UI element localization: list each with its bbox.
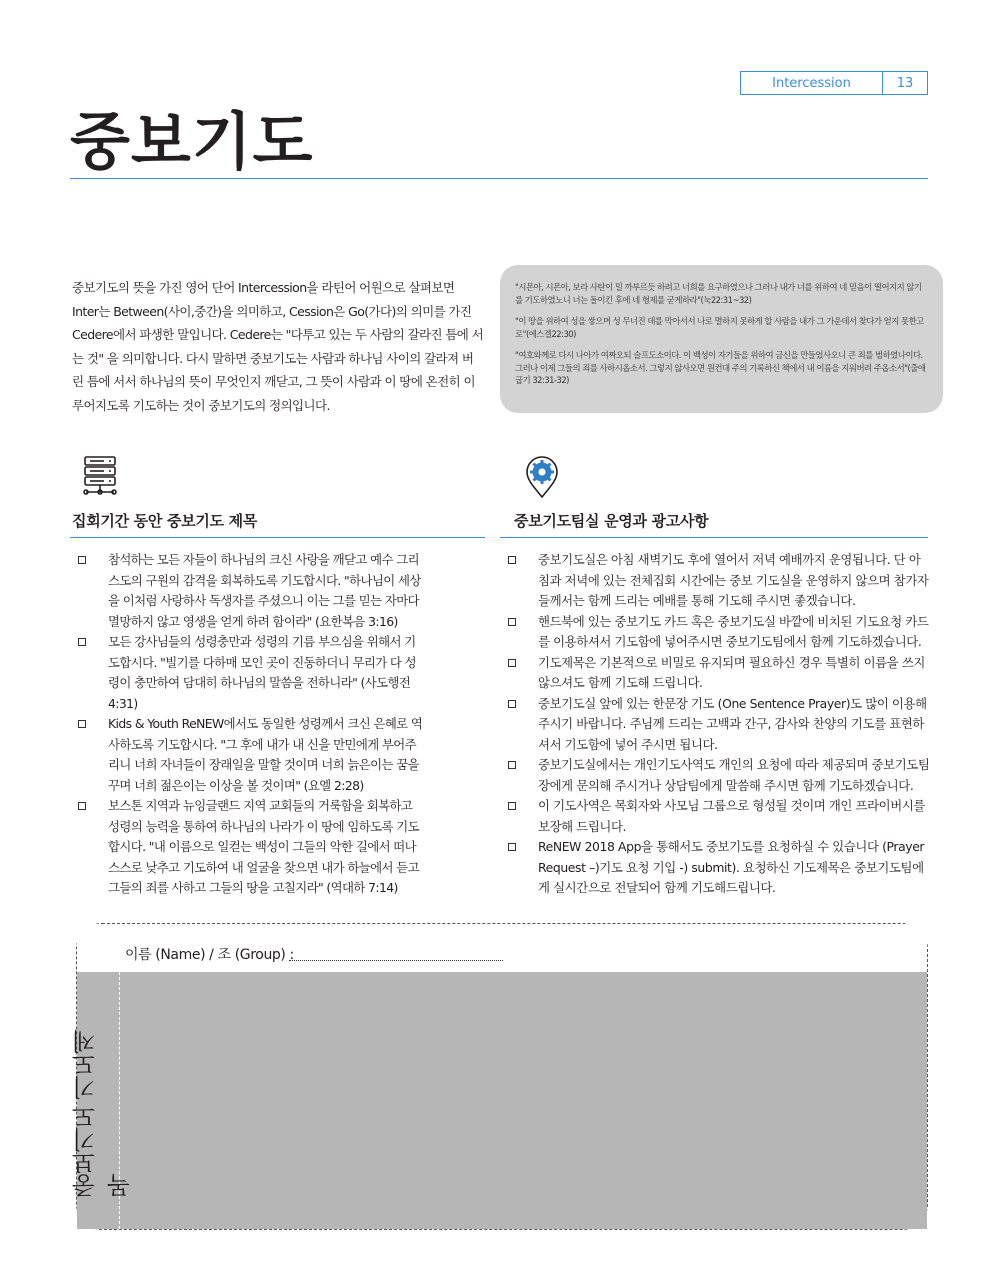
list-item: 핸드북에 있는 중보기도 카드 혹은 중보기도실 바깥에 비치된 기도요청 카드를 이용하셔서 기도함에 넣어주시면 중보기도팀에서 함께 기도하겠습니다. (508, 612, 930, 653)
name-group-field[interactable] (289, 960, 503, 961)
gear-location-pin-icon (524, 455, 560, 499)
page-title: 중보기도 (70, 105, 314, 178)
checkbox-square-icon (508, 556, 516, 564)
checkbox-square-icon (508, 659, 516, 667)
list-item: 보스톤 지역과 뉴잉글랜드 지역 교회들의 거룩함을 회복하고 성령의 능력을 통하여 하나님의 나라가 이 땅에 임하도록 기도합시다. "내 이름으로 일컫는 백성이 그들의 악한 길에서 떠나 스스로 낮추고 기도하여 내 얼굴을 찾으면 내가 하늘에서 듣고 그들의 죄를 사하고 그들의 땅을 고칠지라" (역대하 7:14) (78, 796, 426, 899)
card-vertical-title (90, 1008, 116, 1198)
title-divider (70, 178, 928, 179)
scripture-quote: "이 땅을 위하여 성을 쌓으며 성 무너진 데를 막아서서 나로 멸하지 못하게 할 사람을 내가 그 가운데서 찾다가 얻지 못한고로"(에스겔22:30) (515, 316, 924, 339)
list-item: 중보기도실 앞에 있는 한문장 기도 (One Sentence Prayer)도 많이 이용해 주시기 바랍니다. 주님께 드리는 고백과 간구, 감사와 찬양의 기도를 표현하셔서 기도함에 넣어 주시면 됩니다. (508, 694, 930, 756)
scripture-quote-box (500, 265, 943, 413)
checkbox-square-icon (78, 720, 86, 728)
prayer-request-area[interactable] (77, 972, 927, 1229)
left-section-title: 집회기간 동안 중보기도 제목 (72, 512, 258, 530)
page-header-box (740, 71, 928, 95)
list-item: Kids & Youth ReNEW에서도 동일한 성령께서 크신 은혜로 역사하도록 기도합시다. "그 후에 내가 내 신을 만민에게 부어주리니 너희 자녀들이 장래일을 말할 것이며 너희 늙은이는 꿈을 꾸며 너희 젊은이는 이상을 볼 것이며" (요엘 2:28) (78, 714, 426, 796)
checkbox-square-icon (508, 843, 516, 851)
page-number: 13 (882, 72, 927, 94)
scripture-quote: "여호와께로 다시 나아가 여짜오되 슬프도소이다. 이 백성이 자기들을 위하여 금신을 만들었사오니 큰 죄를 범하였나이다. 그러나 이제 그들의 죄를 사하시옵소서. 그렇지 않사오면 원컨대 주의 기록하신 책에서 내 이름을 지워버려 주옵소서"(출애굽기 32:31-32) (515, 350, 926, 385)
right-section-divider (500, 537, 928, 538)
server-network-icon (82, 455, 118, 497)
left-section-divider (70, 537, 485, 538)
list-item: 중보기도실은 아침 새벽기도 후에 열어서 저녁 예배까지 운영됩니다. 단 아침과 저녁에 있는 전체집회 시간에는 중보 기도실을 운영하지 않으며 참가자들께서는 함께 드리는 예배를 통해 기도해 주시면 좋겠습니다. (508, 550, 930, 612)
checkbox-square-icon (78, 556, 86, 564)
list-item: 참석하는 모든 자들이 하나님의 크신 사랑을 깨닫고 예수 그리스도의 구원의 감격을 회복하도록 기도합시다. "하나님이 세상을 이처럼 사랑하사 독생자를 주셨으니 이는 그를 믿는 자마다 멸망하지 않고 영생을 얻게 하려 함이라" (요한복음 3:16) (78, 550, 426, 632)
checkbox-square-icon (508, 700, 516, 708)
form-name-row (77, 924, 927, 972)
checkbox-square-icon (508, 618, 516, 626)
right-section-title: 중보기도팀실 운영과 광고사항 (514, 512, 709, 530)
prayer-room-notices-list (508, 550, 930, 899)
section-name: Intercession (772, 75, 851, 91)
scripture-quote: "시몬아, 시몬아, 보라 사탄이 밀 까부르듯 하려고 너희를 요구하였으나 그러나 내가 너를 위하여 네 믿음이 떨어지지 않기를 기도하였노니 너는 돌이킨 후에 네 형제를 굳게하라"(눅22:31~32) (515, 282, 922, 305)
checkbox-square-icon (508, 802, 516, 810)
prayer-topics-list (78, 550, 426, 899)
prayer-request-card (76, 923, 928, 1230)
checkbox-square-icon (508, 761, 516, 769)
list-item: 중보기도실에서는 개인기도사역도 개인의 요청에 따라 제공되며 중보기도팀장에게 문의해 주시거나 상담팀에게 말씀해 주시면 함께 기도하겠습니다. (508, 755, 930, 796)
checkbox-square-icon (78, 638, 86, 646)
name-group-label: 이름 (Name) / 조 (Group) : (125, 947, 294, 963)
list-item: ReNEW 2018 App을 통해서도 중보기도를 요청하실 수 있습니다 (Prayer Request –)기도 요청 기입 -) submit). 요청하신 기도제목은 중보기도팀에게 실시간으로 전달되어 함께 기도해드립니다. (508, 837, 930, 899)
list-item: 모든 강사님들의 성령충만과 성령의 기름 부으심을 위해서 기도합시다. "빌기를 다하매 모인 곳이 진동하더니 무리가 다 성령이 충만하여 담대히 하나님의 말씀을 전하니라" (사도행전 4:31) (78, 632, 426, 714)
intro-paragraph: 중보기도의 뜻을 가진 영어 단어 Intercession을 라틴어 어원으로 살펴보면 Inter는 Between(사이,중간)을 의미하고, Cession은 Go(가다)의 의미를 가진 Cedere에서 파생한 말입니다. Cedere는 "다투고 있는 두 사람의 갈라진 틈에 서는 것" 을 의미합니다. 다시 말하면 중보기도는 사람과 하나님 사이의 갈라져 버린 틈에 서서 하나님의 뜻이 무엇인지 깨닫고, 그 뜻이 사람과 이 땅에 온전히 이루어지도록 기도하는 것이 중보기도의 정의입니다. (72, 280, 484, 413)
list-item: 이 기도사역은 목회자와 사모님 그룹으로 형성될 것이며 개인 프라이버시를 보장해 드립니다. (508, 796, 930, 837)
list-item: 기도제목은 기본적으로 비밀로 유지되며 필요하신 경우 특별히 이름을 쓰지 않으셔도 함께 기도해 드립니다. (508, 653, 930, 694)
checkbox-square-icon (78, 802, 86, 810)
